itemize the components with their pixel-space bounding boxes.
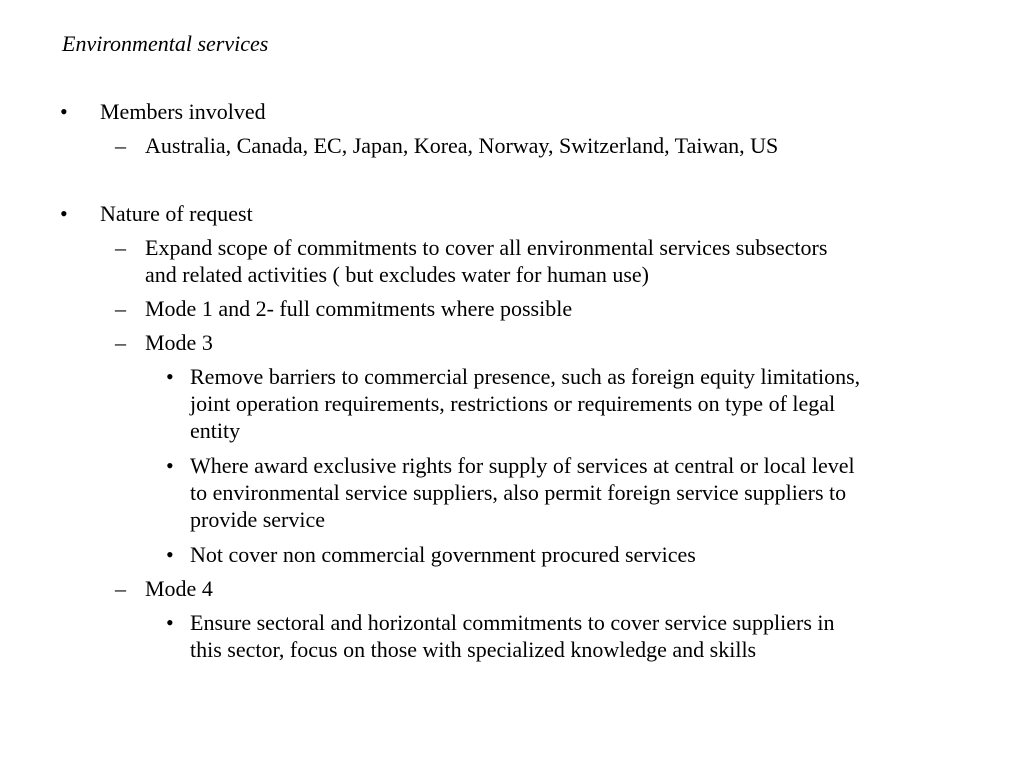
- dash-marker: –: [115, 576, 126, 601]
- slide-title: Environmental services: [62, 31, 269, 56]
- section-heading-nature: Nature of request: [100, 201, 253, 226]
- mode-3-subitem-procured: Not cover non commercial government procured services: [190, 542, 696, 567]
- mode-3-subitem-exclusive-line-3: provide service: [190, 507, 325, 532]
- mode-4-subitem-line-1: Ensure sectoral and horizontal commitments to cover service suppliers in: [190, 610, 835, 635]
- sub-bullet-marker: •: [166, 542, 174, 567]
- members-list: Australia, Canada, EC, Japan, Korea, Norway, Switzerland, Taiwan, US: [145, 133, 779, 158]
- sub-bullet-marker: •: [166, 364, 174, 389]
- dash-marker: –: [115, 330, 126, 355]
- request-item-scope-line-2: and related activities ( but excludes water for human use): [145, 262, 649, 287]
- request-item-mode-1-2: Mode 1 and 2- full commitments where possible: [145, 296, 573, 321]
- mode-3-subitem-barriers-line-3: entity: [190, 418, 241, 443]
- dash-marker: –: [115, 133, 126, 158]
- sub-bullet-marker: •: [166, 453, 174, 478]
- dash-marker: –: [115, 296, 126, 321]
- bullet-marker: •: [60, 201, 68, 226]
- request-item-scope-line-1: Expand scope of commitments to cover all environmental services subsectors: [145, 235, 828, 260]
- mode-3-subitem-barriers-line-2: joint operation requirements, restrictions or requirements on type of legal: [190, 391, 836, 416]
- bullet-marker: •: [60, 99, 68, 124]
- mode-4-subitem-line-2: this sector, focus on those with specialized knowledge and skills: [190, 637, 757, 662]
- section-heading-members: Members involved: [100, 99, 266, 124]
- request-item-mode-3: Mode 3: [145, 330, 213, 355]
- request-item-mode-4: Mode 4: [145, 576, 213, 601]
- mode-3-subitem-exclusive-line-1: Where award exclusive rights for supply of services at central or local level: [190, 453, 855, 478]
- dash-marker: –: [115, 235, 126, 260]
- mode-3-subitem-barriers-line-1: Remove barriers to commercial presence, such as foreign equity limitations,: [190, 364, 861, 389]
- sub-bullet-marker: •: [166, 610, 174, 635]
- mode-3-subitem-exclusive-line-2: to environmental service suppliers, also permit foreign service suppliers to: [190, 480, 847, 505]
